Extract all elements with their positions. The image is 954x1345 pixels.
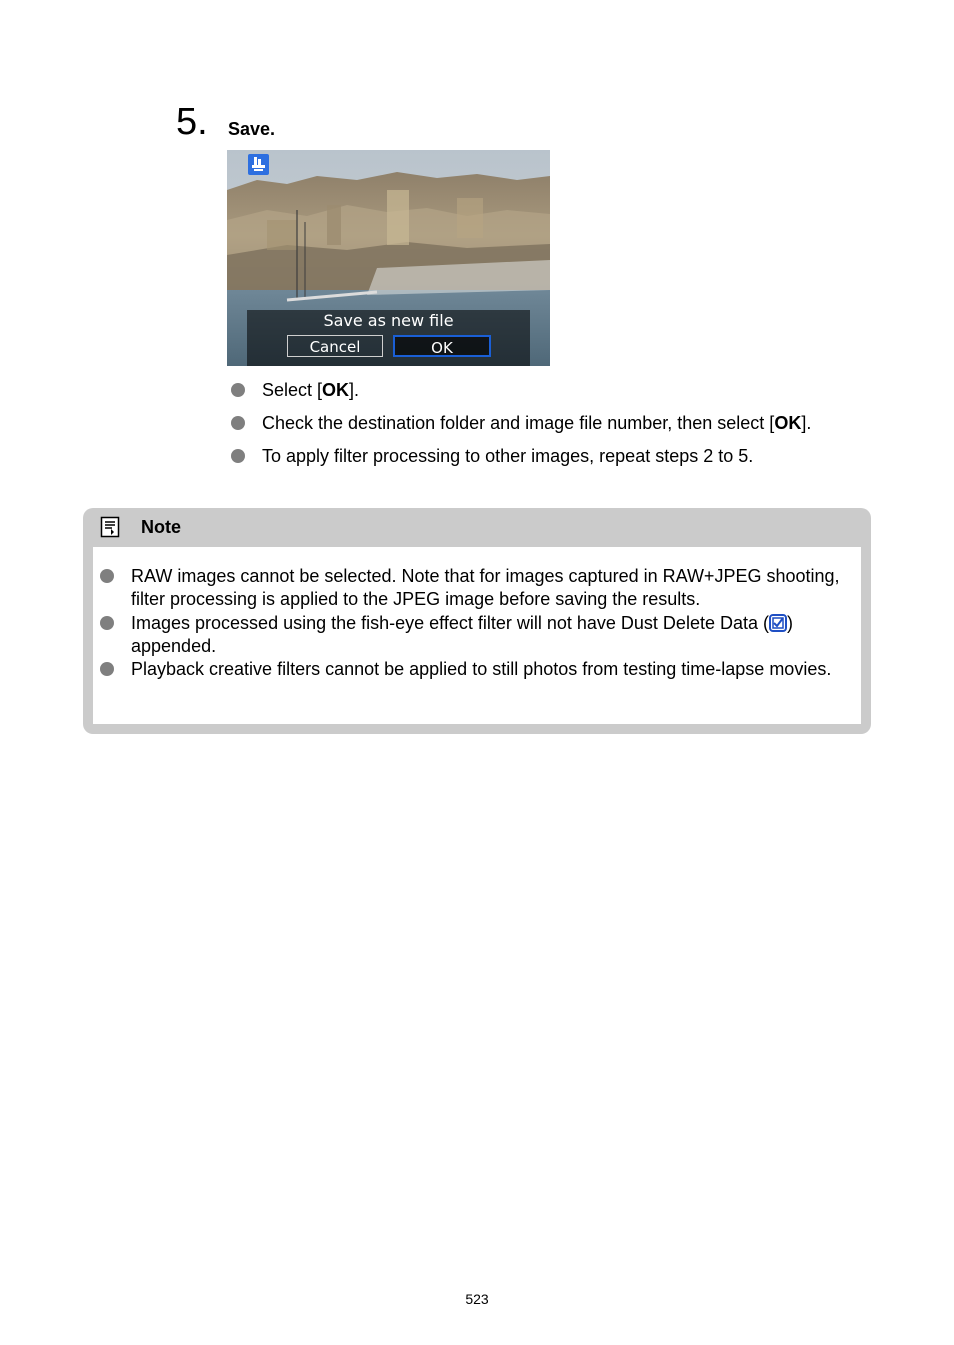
dialog-title: Save as new file: [323, 311, 454, 330]
bullet-icon: [231, 416, 245, 430]
step-instructions: [229, 377, 811, 476]
step-title: Save.: [228, 119, 276, 139]
bullet-icon: [231, 383, 245, 397]
instruction-text: Check the destination folder and image file number, then select [: [262, 413, 775, 433]
cancel-button[interactable]: Cancel: [287, 335, 383, 357]
page-number: 523: [465, 1291, 489, 1307]
dust-delete-data-icon: [769, 614, 787, 632]
note-box: [83, 508, 871, 734]
list-item: [229, 377, 811, 410]
note-list: [98, 565, 858, 681]
instruction-bold: OK: [322, 380, 350, 400]
list-item: [98, 612, 858, 659]
bullet-icon: [231, 449, 245, 463]
bullet-icon: [100, 616, 114, 630]
instruction-text: ].: [801, 413, 812, 433]
memo-icon: [100, 516, 120, 543]
note-body: [93, 547, 861, 724]
list-item: [229, 410, 811, 443]
note-text: ) appended.: [131, 612, 793, 656]
instruction-text: Select [: [262, 380, 323, 400]
ok-button[interactable]: OK: [393, 335, 491, 357]
note-text: Images processed using the fish-eye effect filter will not have Dust Delete Data (: [131, 612, 769, 633]
bullet-icon: [100, 662, 114, 676]
note-text: Playback creative filters cannot be applied to still photos from testing time-lapse movies.: [131, 659, 832, 680]
list-item: [98, 658, 858, 681]
harbor-photo: [227, 150, 550, 366]
note-title: Note: [141, 517, 181, 537]
instruction-bold: OK: [774, 413, 802, 433]
list-item: [98, 565, 858, 612]
note-text: RAW images cannot be selected. Note that for images captured in RAW+JPEG shooting, filter processing is applied to the JPEG image before saving the results.: [131, 566, 840, 610]
step-number: 5.: [176, 101, 208, 143]
instruction-text: ].: [349, 380, 360, 400]
note-header: [83, 508, 871, 546]
creative-filter-icon: [248, 154, 269, 175]
camera-screen-image: [227, 150, 550, 366]
list-item: [229, 443, 811, 476]
bullet-icon: [100, 569, 114, 583]
instruction-text: To apply filter processing to other images, repeat steps 2 to 5.: [262, 446, 754, 466]
